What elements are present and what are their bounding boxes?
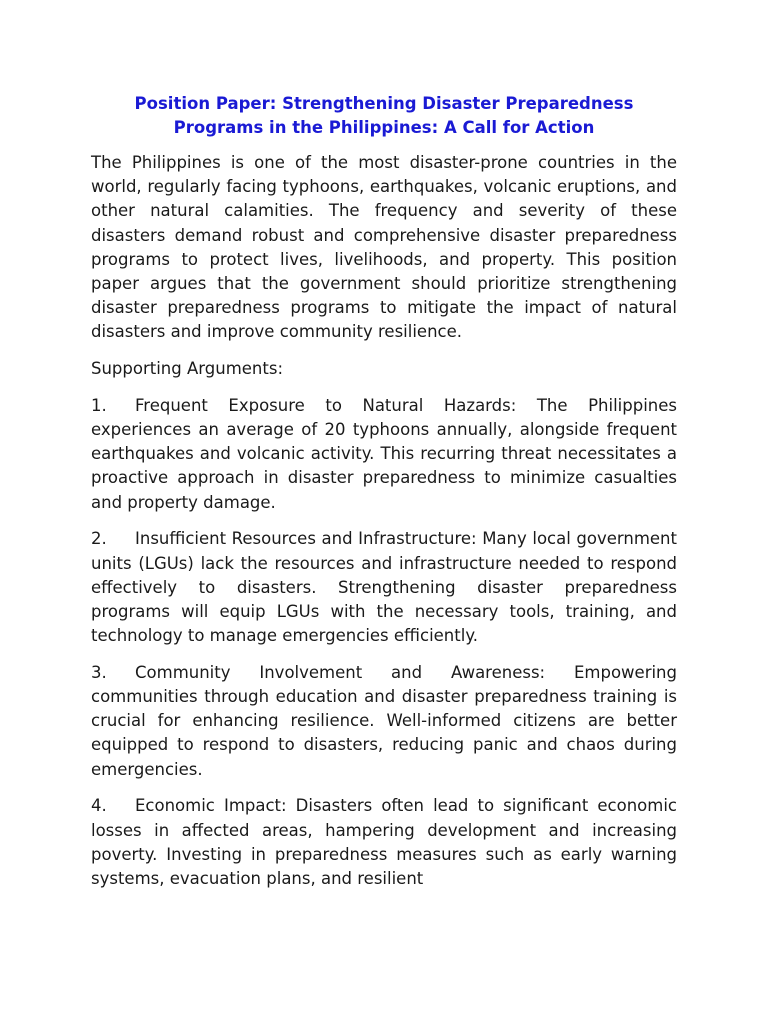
intro-paragraph: The Philippines is one of the most disaster-prone countries in the world, regularly facing typhoons, earthquakes, volcanic eruptions, and other natural calamities. The frequency and severity of these disasters demand robust and comprehensive disaster preparedness programs to protect lives, livelihoods, and property. This position paper argues that the government should prioritize strengthening disaster preparedness programs to mitigate the impact of natural disasters and improve community resilience. xyxy=(91,153,677,342)
argument-number: 1. xyxy=(91,395,107,415)
document-title xyxy=(91,92,677,139)
argument-text: Frequent Exposure to Natural Hazards: The Philippines experiences an average of 20 typhoons annually, alongside frequent earthquakes and volcanic activity. This recurring threat necessitates a proactive approach in disaster preparedness to minimize casualties and property damage. xyxy=(91,395,677,512)
arguments-heading: Supporting Arguments: xyxy=(91,359,284,379)
argument-number: 2. xyxy=(91,529,107,549)
argument-item-2 xyxy=(91,527,677,648)
document-page xyxy=(91,92,677,904)
argument-text: Insufficient Resources and Infrastructure: Many local government units (LGUs) lack the resources and infrastructure needed to respond effectively to disasters. Strengthening disaster preparedness programs will equip LGUs with the necessary tools, training, and technology to manage emergencies efficiently. xyxy=(91,529,677,646)
argument-item-3 xyxy=(91,661,677,782)
argument-text: Community Involvement and Awareness: Empowering communities through education and disaster preparedness training is crucial for enhancing resilience. Well-informed citizens are better equipped to respond to disasters, reducing panic and chaos during emergencies. xyxy=(91,662,677,779)
argument-text: Economic Impact: Disasters often lead to significant economic losses in affected areas, hampering development and increasing poverty. Investing in preparedness measures such as early warning systems, evacuation plans, and resilient xyxy=(91,796,677,888)
argument-number: 3. xyxy=(91,662,107,682)
argument-item-4 xyxy=(91,794,677,891)
argument-item-1 xyxy=(91,394,677,515)
title-line-2: Programs in the Philippines: A Call for Action xyxy=(173,117,595,137)
title-line-1: Position Paper: Strengthening Disaster Preparedness xyxy=(134,94,634,113)
argument-number: 4. xyxy=(91,796,107,816)
